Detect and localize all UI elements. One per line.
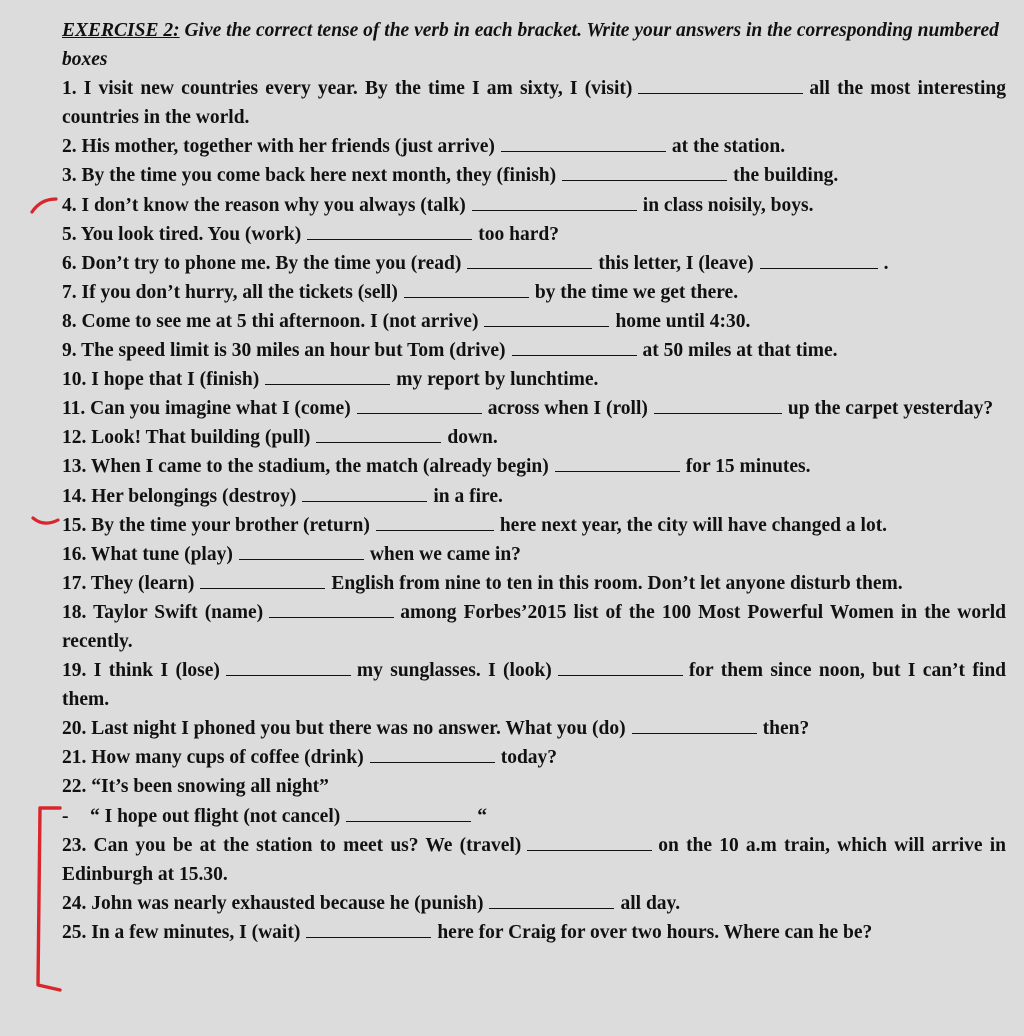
question-text: my report by lunchtime. [396,369,599,391]
question-18 [62,598,1006,656]
question-text: at 50 miles at that time. [642,340,838,362]
question-6 [62,249,1006,278]
question-text: 1. I visit new countries every year. By the time I am sixty, I (visit) [62,78,633,100]
answer-blank[interactable] [512,341,637,356]
question-text: 21. How many cups of coffee (drink) [62,747,364,769]
question-text: 9. The speed limit is 30 miles an hour but Tom (drive) [62,340,506,362]
question-text: up the carpet yesterday? [787,398,994,420]
answer-blank[interactable] [265,370,390,385]
question-text: 3. By the time you come back here next month, they (finish) [62,165,557,187]
answer-blank[interactable] [558,661,683,676]
question-text: my sunglasses. I (look) [356,660,552,682]
question-7 [62,278,1006,307]
question-5 [62,220,1006,249]
question-text: on the 10 a.m train, which will arrive in Edinburgh at 15.30. [62,834,1006,885]
question-text: among Forbes’2015 list of the 100 Most Powerful Women in the world recently. [62,601,1007,652]
question-text: 6. Don’t try to phone me. By the time you (read) [62,252,462,274]
question-text: 7. If you don’t hurry, all the tickets (sell) [62,281,398,303]
answer-blank[interactable] [555,457,680,472]
question-text: “ I hope out flight (not cancel) [90,805,341,827]
answer-blank[interactable] [654,399,782,414]
question-text: home until 4:30. [615,310,751,332]
question-text: 14. Her belongings (destroy) [62,485,297,507]
answer-blank[interactable] [527,836,652,851]
question-text: when we came in? [369,543,521,565]
question-14 [62,482,1006,511]
question-22-reply [62,802,1006,831]
question-text: 11. Can you imagine what I (come) [62,398,351,420]
question-text: 5. You look tired. You (work) [62,223,302,245]
answer-blank[interactable] [489,894,614,909]
question-text: 24. John was nearly exhausted because he (punish) [62,892,484,914]
question-text: in class noisily, boys. [642,194,814,216]
question-text: the building. [733,165,839,187]
answer-blank[interactable] [302,487,427,502]
question-text: . [883,252,889,274]
answer-blank[interactable] [467,254,592,269]
question-text: here for Craig for over two hours. Where can he be? [437,921,873,943]
question-text: all day. [620,892,681,914]
answer-blank[interactable] [760,254,878,269]
question-22 [62,772,1006,801]
question-17 [62,569,1006,598]
answer-blank[interactable] [306,923,431,938]
question-15 [62,511,1006,540]
answer-blank[interactable] [200,574,325,589]
question-text: this letter, I (leave) [598,252,754,274]
question-text: 17. They (learn) [62,572,195,594]
exercise-label: EXERCISE 2: [62,20,180,41]
question-text: all the most interesting countries in the world. [62,78,1006,129]
question-21 [62,743,1006,772]
question-1 [62,74,1006,132]
answer-blank[interactable] [357,399,482,414]
question-12 [62,423,1006,452]
dash-bullet: - [62,805,69,827]
answer-blank[interactable] [376,516,494,531]
question-4 [62,191,1006,220]
answer-blank[interactable] [632,719,757,734]
question-24 [62,889,1006,918]
question-text: English from nine to ten in this room. Don’t let anyone disturb them. [331,572,903,594]
answer-blank[interactable] [307,225,472,240]
question-text: here next year, the city will have changed a lot. [499,514,888,536]
exercise-instruction: Give the correct tense of the verb in each bracket. Write your answers in the corresponding numbered boxes [62,20,999,71]
question-text: 8. Come to see me at 5 thi afternoon. I (not arrive) [62,310,479,332]
answer-blank[interactable] [239,545,364,560]
question-text: 19. I think I (lose) [62,660,220,682]
question-text: for them since noon, but I can’t find them. [62,660,1007,711]
question-text: in a fire. [433,485,503,507]
question-23 [62,831,1006,889]
answer-blank[interactable] [346,807,471,822]
question-text: 25. In a few minutes, I (wait) [62,921,301,943]
question-text: today? [500,747,558,769]
question-text: by the time we get there. [534,281,739,303]
answer-blank[interactable] [269,603,394,618]
exercise-heading [62,16,1006,74]
question-text: then? [762,718,810,740]
answer-blank[interactable] [562,166,727,181]
question-text: 13. When I came to the stadium, the match (already begin) [62,456,549,478]
question-3 [62,161,1006,190]
question-19 [62,656,1006,714]
question-text: 20. Last night I phoned you but there was no answer. What you (do) [62,718,626,740]
red-bracket [38,808,60,990]
question-text: 18. Taylor Swift (name) [62,601,264,623]
question-text: across when I (roll) [487,398,648,420]
question-text: 15. By the time your brother (return) [62,514,370,536]
question-10 [62,365,1006,394]
question-text: 4. I don’t know the reason why you always (talk) [62,194,466,216]
answer-blank[interactable] [484,312,609,327]
answer-blank[interactable] [638,79,803,94]
answer-blank[interactable] [370,748,495,763]
red-tick-mark-q4 [32,199,56,212]
answer-blank[interactable] [472,196,637,211]
question-11 [62,394,1006,423]
question-text: too hard? [478,223,559,245]
worksheet [62,16,1006,947]
question-text: down. [447,427,498,449]
question-9 [62,336,1006,365]
answer-blank[interactable] [226,661,351,676]
question-2 [62,132,1006,161]
answer-blank[interactable] [404,283,529,298]
answer-blank[interactable] [501,137,666,152]
question-text: 16. What tune (play) [62,543,233,565]
question-25 [62,918,1006,947]
question-20 [62,714,1006,743]
question-text: 10. I hope that I (finish) [62,369,260,391]
question-16 [62,540,1006,569]
question-text: at the station. [671,136,786,158]
answer-blank[interactable] [316,428,441,443]
question-text: “ [477,805,487,827]
question-text: 2. His mother, together with her friends (just arrive) [62,136,495,158]
question-text: for 15 minutes. [685,456,811,478]
question-text: 23. Can you be at the station to meet us? We (travel) [62,834,522,856]
question-13 [62,452,1006,481]
question-8 [62,307,1006,336]
red-tick-mark-q14 [33,518,58,523]
question-text: 12. Look! That building (pull) [62,427,311,449]
question-text: 22. “It’s been snowing all night” [62,776,329,798]
